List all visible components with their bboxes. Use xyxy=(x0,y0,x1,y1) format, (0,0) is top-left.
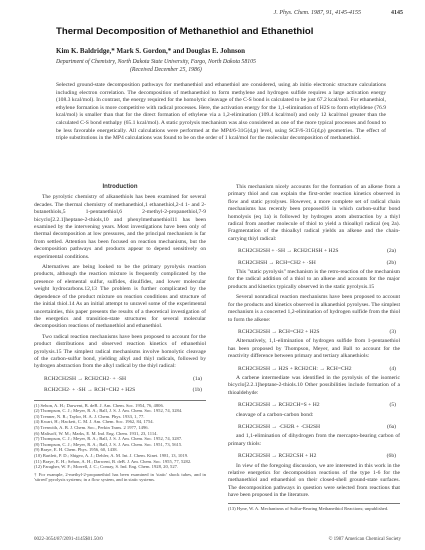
equation-text: RCH2CH2SH → H2S + RCH2CH: → RCH=CH2 xyxy=(238,365,352,372)
paragraph: This "static pyrolysis" mechanism is the retro-reaction of the mechanism for the radical addition of a thiol to an alkene and accounts for the major products and kinetics typically observed in the static pyrolysis.15 xyxy=(228,269,400,290)
affiliation: Department of Chemistry, North Dakota State University, Fargo, North Dakota 58105 xyxy=(56,59,256,65)
paragraph: In view of the foregoing discussion, we are interested in this work in the relative energetics for decomposition reactions of the type 1-6 for the methanethiol and ethanethiol on their closed-shell ground-state surfaces. The decomposition pathways in question were selected from reactions that have been proposed in the literature. xyxy=(228,462,400,499)
equation xyxy=(228,364,400,375)
article-code: 0022-3654/87/2091-4145$01.50/0 xyxy=(34,537,103,542)
equation-text: RCH2CH2SH → RCH2CH2· + ·SH xyxy=(44,375,127,382)
equation xyxy=(228,327,400,338)
equation-text: RCH2CH2· + ·SH → RCH=CH2 + H2S xyxy=(44,387,136,394)
left-column xyxy=(34,184,206,483)
equation xyxy=(228,246,400,257)
reference: (9) Braye, E. H. Chem. Phys. 1956, 60, 1438. xyxy=(34,447,118,453)
equation-number: (2a) xyxy=(386,248,396,255)
reference: (8) Thompson, C. J.; Meyer, R. A.; Ball, J. S. J. Am. Chem. Soc. 1951, 73, 5615. xyxy=(34,441,183,447)
article-authors: Kim K. Baldridge,* Mark S. Gordon,* and Douglas E. Johnson xyxy=(56,47,246,55)
equation-number: (3) xyxy=(389,328,396,335)
footnote: † For example, 2-methyl-2-propanethiol has been examined in 'static' shock tubes, and in 'stirred' pyrolysis systems; in a flow system, and in static systems. xyxy=(34,471,206,483)
paragraph: cleavage of a carbon-carbon bond: xyxy=(236,411,314,418)
journal-volume: 1987, 91, 4145-4155 xyxy=(311,10,361,16)
paragraph: and 1,1-elimination of dihydrogen from the mercapto-bearing carbon of primary thiols: xyxy=(228,433,400,447)
paragraph: Several nonradical reaction mechanisms have been proposed to account for the products and kinetics observed in alkanethiol pyrolyses. The simplest mechanism is a concerted 1,2-elimination of hydrogen sulfide from the thiol to form the alkene: xyxy=(228,294,400,323)
equation-number: (5) xyxy=(389,402,396,409)
equation-number: (4) xyxy=(389,365,396,372)
paragraph: Alternatively, 1,1-elimination of hydrogen sulfide from 1-pentanethiol has been proposed by Thompson, Meyer, and Ball to account for the reactivity difference between primary and tertiary alkanethiols: xyxy=(228,338,400,360)
reference-list xyxy=(34,400,206,470)
equation-number: (6b) xyxy=(386,453,396,460)
equation-text: RCH2CH2SH → RCH2CH=S + H2 xyxy=(238,402,320,409)
paragraph: This mechanism nicely accounts for the formation of an alkene from a primary thiol and can explain the first-order reaction kinetics observed in flow and static pyrolyses. However, a more complete set of radical chain mechanisms has recently been proposed16 in which carbon-sulfur bond homolysis (eq 1a) is followed by hydrogen atom abstraction by a thiyl radical from another molecule of thiol to yield a thioalkyl radical (eq 2a). Fragmentation of the thioalkyl radical yields an alkene and the chain-carrying thiyl radical: xyxy=(228,184,400,242)
equation-text: RCH2CH2SH → ·CH2R + ·CH2SH xyxy=(238,423,321,430)
section-heading: Introduction xyxy=(102,184,138,190)
journal-name: J. Phys. Chem. xyxy=(273,10,310,16)
page-number: 4145 xyxy=(391,10,403,16)
equation-text: RCH2CH2SH + ·SH → RCH2CHSH + H2S xyxy=(238,248,339,255)
page-footer xyxy=(34,537,401,542)
reference: (6) Malisoff, W. M.; Marks, E. M. Ind. Eng. Chem. 1931, 23, 1114. xyxy=(34,430,158,436)
equation-text: RCH2CH2SH → RCH=CH2 + H2S xyxy=(238,328,320,335)
equation xyxy=(228,422,400,433)
reference: (3) Trenner, N. R.; Taylor, H. A. J. Chem. Phys. 1933, 1, 77. xyxy=(34,413,145,419)
equation-text: RCH2CH2SH → RCH2CSH + H2 xyxy=(238,453,317,460)
reference: (10) Bartlett, P. D.; Shigeo, A. J.; Dehler, A. M. Int. J. Chem. Kinet. 1981, 13, 1019. xyxy=(34,452,189,458)
running-header xyxy=(274,10,403,16)
received-date: (Received December 25, 1986) xyxy=(130,67,202,73)
equation-number: (6a) xyxy=(386,423,396,430)
abstract: Selected ground-state decomposition pathways for methanethiol and ethanethiol are considered, using ab initio electronic structure calculations including electron correlation. The decomposition of methanethiol to form methylene and hydrogen sulfide requires a large activation energy (108.3 kcal/mol). In contrast, the energy required for the homolytic cleavage of the C-S bond is calculated to be just 67.2 kcal/mol. For ethanethiol, ethylene formation is more competitive with radical processes. Here, the activation energy for the 1,1-elimination of H2S to form ethylidene (76.9 kcal/mol) is smaller than that for the direct formation of ethylene via a 1,2-elimination (109.4 kcal/mol) and only 12 kcal/mol greater than the calculated C-S bond enthalpy (65.1 kcal/mol). A static pyrolysis mechanism was also considered as one of the more typical processes and found to be less favorable energetically. All calculations were performed at the MP4/6-31G(d,p) level, using SCF/6-31G(d,p) geometries. The effect of triple substitutions in the MP4 calculations was found to be on the order of 1 kcal/mol for the molecular decomposition of methanethiol. xyxy=(56,82,386,142)
reference: (2) Thompson, C. J.; Meyer, R. A.; Ball, J. S. J. Am. Chem. Soc. 1952, 74, 3284. xyxy=(34,408,183,414)
equation xyxy=(34,374,206,385)
paragraph: A carbene intermediate was identified in the pyrolysis of the isomeric bicyclo[2.2.1]heptane-2-thiols.10 Other possibilities include formation of a thioaldehyde: xyxy=(228,374,400,396)
equation xyxy=(228,451,400,462)
equation-number: (2b) xyxy=(386,259,396,266)
reference: (12) Faragher, W. F.; Morrell, J. C.; Comay, S. Ind. Eng. Chem. 1928, 20, 527. xyxy=(34,464,179,470)
article-title: Thermal Decomposition of Methanethiol and Ethanethiol xyxy=(56,26,314,37)
equation xyxy=(228,400,400,411)
journal-citation xyxy=(274,10,361,16)
reference: (13) Hyne, W. A. Mechanisms of Sulfur-Bearing Methanethiol Reactions; unpublished. xyxy=(228,503,400,512)
equation-number: (1b) xyxy=(192,387,202,394)
paragraph: Two radical reaction mechanisms have been proposed to account for the product distributions and observed reaction kinetics of ethanethiol pyrolysis.15 The simplest radical mechanisms involve homolytic cleavage of the carbon-sulfur bond, yielding alkyl and thiyl radicals, followed by hydrogen abstraction from the alkyl radical by the thiyl radical: xyxy=(34,333,206,370)
paragraph: Alternatives are being looked to be the primary pyrolysis reaction products, although the reaction mixture is frequently complicated by the presence of elemental sulfur, sulfides, disulfides, and lower molecular weight hydrocarbons.12,13 The problem is further complicated by the dependence of the product mixture on reaction conditions and structure of the initial thiol.14 As an initial attempt to unravel some of the experimental uncertainties, this paper presents the results of a theoretical investigation of the energetics and transition-state structures for several molecular decomposition reactions of methanethiol and ethanethiol. xyxy=(34,264,206,330)
reference: (7) Thompson, C. J.; Meyer, R. A.; Ball, J. S. J. Am. Chem. Soc. 1952, 74, 3287. xyxy=(34,436,183,442)
equation xyxy=(228,258,400,269)
paragraph: The pyrolytic chemistry of alkanethiols has been examined for several decades. The thermal chemistry of methanethiol,1 ethanethiol,2-4 1- and 2-butanethiols,5 1-pentanethiol,6 2-methyl-2-propanethiol,7-9 bicyclo[2.2.1]heptane-2-thiols,10 and phenylmethanethiol11 has been examined by the intervening years. Most investigations have been only of thermal decomposition at low pressures, and the principal mechanism is far from settled. Attention has been focused on reaction mechanisms, but the decomposition pathways and products appear to depend sensitively on experimental conditions. xyxy=(34,194,206,260)
equation-number: (1a) xyxy=(192,375,202,382)
right-column xyxy=(228,184,400,511)
reference: (11) Braye, E. H.; Sehon, A. H.; Darwent, B. deB. J. Am. Chem. Soc. 1955, 77, 5282. xyxy=(34,458,192,464)
reference: (5) Trenwith, A. B. J. Chem. Soc., Perkin Trans. 2 1977, 1496. xyxy=(34,424,149,430)
equation xyxy=(34,385,206,396)
copyright: © 1987 American Chemical Society xyxy=(328,537,401,542)
reference: (4) Kwart, H.; Hackett, C. M. J. Am. Chem. Soc. 1962, 84, 1754. xyxy=(34,419,154,425)
equation-text: RCH2CHSH → RCH=CH2 + ·SH xyxy=(238,259,316,266)
reference: (1) Sehon, A. H.; Darwent, B. deB. J. Am. Chem. Soc. 1954, 76, 4806. xyxy=(34,402,164,408)
